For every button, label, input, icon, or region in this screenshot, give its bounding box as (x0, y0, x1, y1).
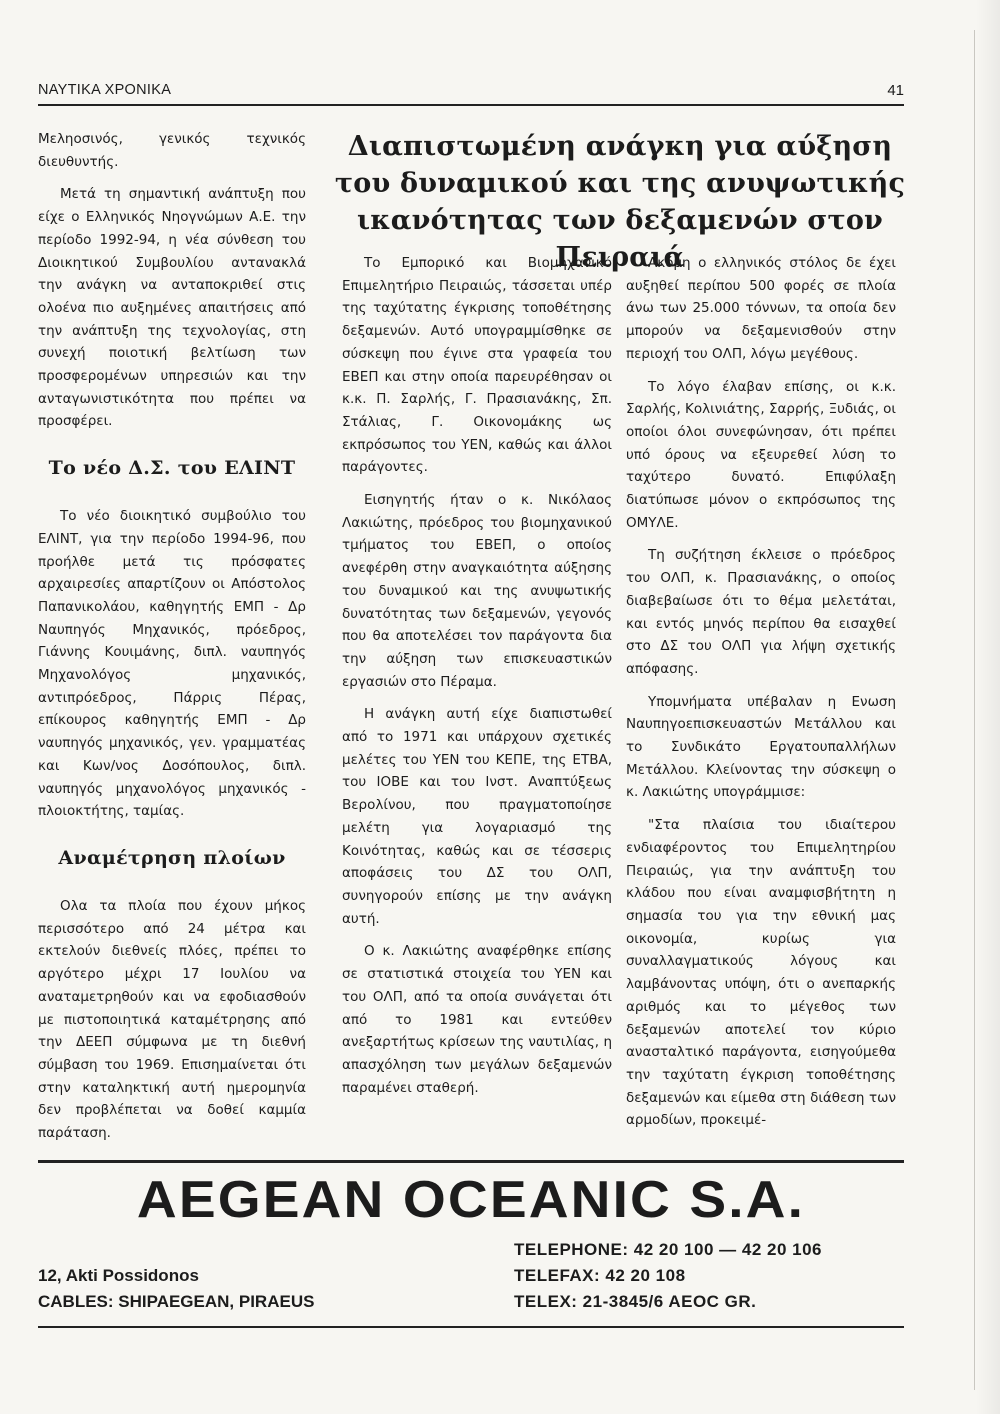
paragraph: "Στα πλαίσια του ιδιαίτερου ενδιαφέροντος του Επιμελητηρίου Πειραιώς, για την ανάπτυξη του κλάδου που είναι αναμφισβήτητη η σημασία του για την εθνική μας οικονομία, κυρίως για συναλλαγματικούς λόγους και λαμβάνοντας υπόψη, ότι ο ανεπαρκής αριθμός και το μέγεθος των δεξαμενών αποτελεί τον κύριο ανασταλτικό παράγοντα, εισηγούμεθα την ταχύτατη έγκριση τοποθέτησης δεξαμενών και είμεθα στη διάθεση των αρμοδίων, προκειμέ- (626, 817, 896, 1129)
advert-cables: CABLES: SHIPAEGEAN, PIRAEUS (38, 1292, 315, 1311)
paragraph: Ολα τα πλοία που έχουν μήκος περισσότερο από 24 μέτρα και εκτελούν διεθνείς πλόες, πρέπει το αργότερο μέχρι 17 Ιουλίου να αναταμετρηθούν και να εφοδιασθούν με πιστοποιητικά καταμέτρησης από την ΔΕΕΠ σύμφωνα με τη διεθνή σύμβαση του 1969. Επισημαίνεται ότι στην καταληκτική αυτή ημερομηνία δεν προβλέπεται να δοθεί καμμία παράταση. (38, 897, 306, 1142)
page-edge-line (974, 30, 975, 1390)
running-header (38, 82, 904, 106)
advert-contact-block (514, 1237, 822, 1315)
advert-bottom-rule (38, 1326, 904, 1328)
paragraph: Μεληοσινός, γενικός τεχνικός διευθυντής. (38, 131, 306, 170)
paragraph: Η ανάγκη αυτή είχε διαπιστωθεί από το 1971 και υπάρχουν σχετικές μελέτες του ΥΕΝ του ΚΕΠΕ, της ΕΤΒΑ, του ΙΟΒΕ και του Ινστ. Αναπτύξεως Βερολίνου, που πραγματοποίησε μελέτη για λογαριασμό της Κοινότητας, καθώς και σε τέσσερις αποφάσεις του ΔΣ του ΟΛΠ, συνηγορούν επίσης με την ανάγκη αυτή. (342, 706, 612, 927)
page-edge-shadow (976, 0, 1000, 1414)
paragraph: Ο κ. Λακιώτης αναφέρθηκε επίσης σε στατιστικά στοιχεία του ΥΕΝ και του ΟΛΠ, από τα οποία συνάγεται ότι από το 1981 και εντεύθεν ανεξαρτήτως κρίσεων της ναυτιλίας, η απασχόληση των μεγάλων δεξαμενών παραμένει σταθερή. (342, 943, 612, 1096)
advert-company-name: AEGEAN OCEANIC S.A. (136, 1171, 806, 1229)
paragraph: Το νέο διοικητικό συμβούλιο του ΕΛΙΝΤ, για την περίοδο 1994-96, που προήλθε μετά τις πρόσφατες αρχαιρεσίες απαρτίζουν οι Απόστολος Παπανικολάου, καθηγητής ΕΜΠ - Δρ Ναυπηγός Μηχανικός, πρόεδρος, Γιάννης Κουιμάνης, διπλ. ναυπηγός Μηχανολόγος μηχανικός, αντιπρόεδρος, Πάρρις Πέρας, επίκουρος καθηγητής ΕΜΠ - Δρ ναυπηγός μηχανικός, γεν. γραμματέας και Κων/νος Δοσόπουλος, διπλ. ναυπηγός μηχανολόγος μηχανικός - πλοιοκτήτης, ταμίας. (38, 508, 306, 820)
advert-address-block (38, 1263, 314, 1315)
left-column (38, 128, 306, 1155)
paragraph: Εισηγητής ήταν ο κ. Νικόλαος Λακιώτης, πρόεδρος του βιομηχανικού τμήματος του ΕΒΕΠ, ο οποίος ανεφέρθη στην αναγκαιότητα αύξησης του δυναμικού και της ανυψωτικής δυνατότητας των δεξαμενών, γεγονός που θα αποτελέσει τον παράγοντα δια την αύξηση των επισκευαστικών εργασιών στο Πέραμα. (342, 492, 612, 690)
article-column-right (626, 252, 896, 1142)
section-heading-measurement: Αναμέτρηση πλοίων (58, 846, 286, 869)
publication-title: ΝΑΥΤΙΚΑ ΧΡΟΝΙΚΑ (38, 82, 172, 98)
paragraph: Τη συζήτηση έκλεισε ο πρόεδρος του ΟΛΠ, κ. Πρασιανάκης, ο οποίος διαβεβαίωσε ότι το θέμα μελετάται, και εντός μηνός περίπου θα εισαχθεί στο ΔΣ του ΟΛΠ για λήψη σχετικής απόφασης. (626, 547, 896, 677)
paragraph: Υπομνήματα υπέβαλαν η Ενωση Ναυπηγοεπισκευαστών Μετάλλου και το Συνδικάτο Εργατουπαλλήλων Μετάλλου. Κλείνοντας την σύσκεψη ο κ. Λακιώτης υπογράμμισε: (626, 693, 896, 801)
advert-top-rule (38, 1160, 904, 1163)
advert-telefax: TELEFAX: 42 20 108 (514, 1266, 686, 1285)
section-heading-elint: Το νέο Δ.Σ. του ΕΛΙΝΤ (48, 457, 296, 480)
paragraph: Το λόγο έλαβαν επίσης, οι κ.κ. Σαρλής, Κολινιάτης, Σαρρής, Ξυδιάς, οι οποίοι όλοι συνεφώνησαν, ότι πρέπει υπό όρους να εξευρεθεί λύση το ταχύτερο δυνατό. Επιφύλαξη διατύπωσε μόνον ο εκπρόσωπος της ΟΜΥΛΕ. (626, 378, 896, 531)
header-rule (38, 104, 904, 106)
advert-address: 12, Akti Possidonos (38, 1266, 199, 1285)
paragraph: Το Εμπορικό και Βιομηχανικό Επιμελητήριο Πειραιώς, τάσσεται υπέρ της ταχύτατης έγκρισης τοποθέτησης δεξαμενών. Αυτό υπογραμμίσθηκε σε σύσκεψη που έγινε στα γραφεία του ΕΒΕΠ και στην οποία παρευρέθησαν οι κ.κ. Π. Σαρλής, Γ. Πρασιανάκης, Σπ. Στάλιας, Γ. Οικονομάκης ως εκπρόσωπος του ΥΕΝ, καθώς και άλλοι παράγοντες. (342, 255, 612, 476)
article-headline: Διαπιστωμένη ανάγκη για αύξηση του δυναμικού και της ανυψωτικής ικανότητας των δεξαμενών στον Πειραιά (334, 131, 906, 273)
article-column-middle (342, 252, 612, 1109)
paragraph: Ακόμη ο ελληνικός στόλος δε έχει αυξηθεί περίπου 500 φορές σε πλοία άνω των 25.000 τόννων, τα οποία δεν μπορούν να δεξαμενισθούν στην περιοχή του ΟΛΠ, λόγω μεγέθους. (626, 255, 896, 362)
advert-telex: TELEX: 21-3845/6 AEOC GR. (514, 1292, 757, 1311)
advert-telephone: TELEPHONE: 42 20 100 — 42 20 106 (514, 1240, 822, 1259)
page-number: 41 (887, 82, 904, 99)
paragraph: Μετά τη σημαντική ανάπτυξη που είχε ο Ελληνικός Νηογνώμων Α.Ε. την περίοδο 1992-94, η νέα σύνθεση του Διοικητικού Συμβουλίου αντανακλά την ανάγκη να ανταποκριθεί στις ολοένα πιο αυξημένες απαιτήσεις από την ανάπτυξη της τεχνολογίας, στη συνεχή ποιοτική βελτίωση των προσφερομένων υπηρεσιών και την ανταγωνιστικότητα που πρέπει να προσφέρει. (38, 186, 306, 430)
